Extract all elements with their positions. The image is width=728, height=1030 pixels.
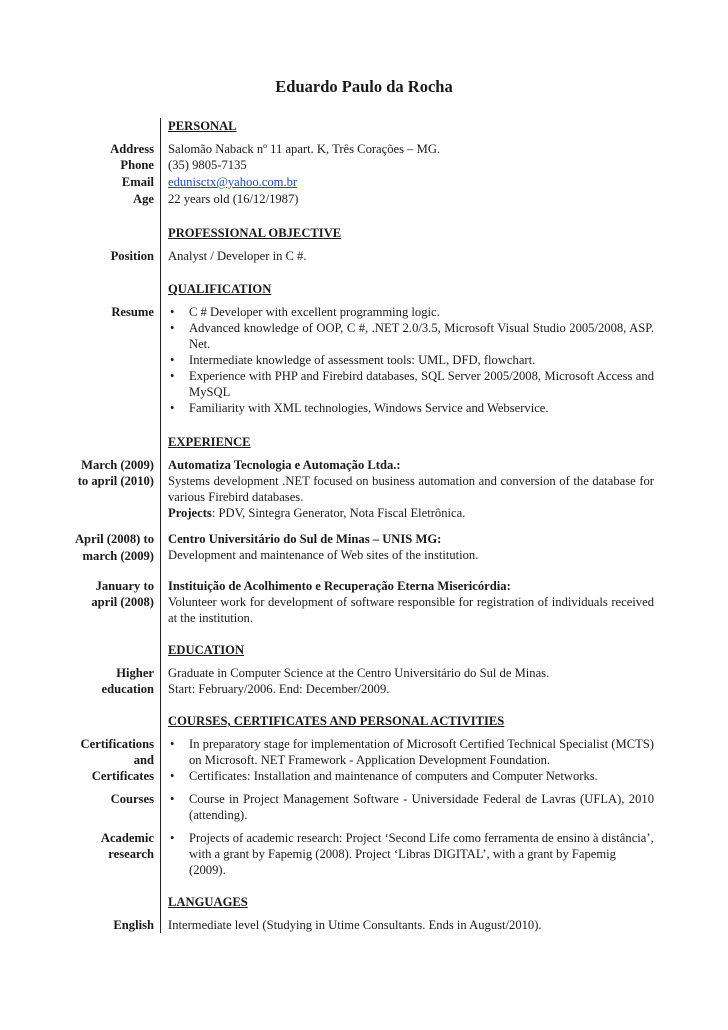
job-entry [168, 531, 654, 563]
job-description: Development and maintenance of Web sites of the institution. [168, 548, 479, 562]
age-label: Age [133, 192, 154, 206]
column-divider [160, 118, 161, 933]
job-period: March (2009) [81, 458, 154, 472]
list-item: • Advanced knowledge of OOP, C #, .NET 2.0/3.5, Microsoft Visual Studio 2005/2008, ASP. Net. [168, 320, 654, 352]
research-label: Academic [100, 831, 154, 845]
job-projects: Projects: PDV, Sintegra Generator, Nota Fiscal Eletrônica. [168, 506, 466, 520]
qualification-heading: QUALIFICATION [168, 282, 272, 296]
english-label: English [113, 918, 154, 932]
position-value: Analyst / Developer in C #. [168, 249, 307, 263]
phone-label: Phone [120, 158, 154, 172]
certifications-list [168, 736, 654, 784]
list-item: • Familiarity with XML technologies, Windows Service and Webservice. [168, 400, 654, 416]
objective-heading: PROFESSIONAL OBJECTIVE [168, 226, 342, 240]
job-entry [168, 457, 654, 521]
personal-heading: PERSONAL [168, 119, 237, 133]
qualification-list [168, 304, 654, 416]
job-company: Centro Universitário do Sul de Minas – UNIS MG: [168, 532, 442, 546]
english-value: Intermediate level (Studying in Utime Consultants. Ends in August/2010). [168, 918, 542, 932]
research-list [168, 830, 654, 878]
email-label: Email [121, 175, 154, 189]
list-item: • Course in Project Management Software - Universidade Federal de Lavras (UFLA), 2010 (attending). [168, 791, 654, 823]
list-item: • Projects of academic research: Project ‘Second Life como ferramenta de ensino à distância’, with a grant by Fapemig (2008). Project ‘Libras DIGITAL’, with a grant by Fapemig (2009). [168, 830, 654, 878]
courses-heading: COURSES, CERTIFICATES AND PERSONAL ACTIVITIES [168, 714, 505, 728]
list-item: • In preparatory stage for implementation of Microsoft Certified Technical Specialist (MCTS) on Microsoft. NET Framework - Application Development Foundation. [168, 736, 654, 768]
job-period: April (2008) to [74, 532, 154, 546]
list-item: • C # Developer with excellent programming logic. [168, 304, 654, 320]
education-label: education [101, 682, 154, 696]
certifications-label: Certifications [80, 737, 154, 751]
job-company: Automatiza Tecnologia e Automação Ltda.: [168, 458, 401, 472]
education-line: Graduate in Computer Science at the Centro Universitário do Sul de Minas. [168, 666, 550, 680]
address-label: Address [110, 142, 154, 156]
languages-heading: LANGUAGES [168, 895, 248, 909]
position-label: Position [110, 249, 154, 263]
certifications-label: and [133, 753, 154, 767]
certifications-label: Certificates [91, 769, 154, 783]
resume-label: Resume [111, 305, 154, 319]
research-label: research [108, 847, 154, 861]
age-value: 22 years old (16/12/1987) [168, 192, 299, 206]
list-item: • Intermediate knowledge of assessment tools: UML, DFD, flowchart. [168, 352, 654, 368]
job-period: to april (2010) [77, 474, 154, 488]
job-description: Volunteer work for development of software responsible for registration of individuals received at the institution. [168, 595, 654, 625]
education-label: Higher [116, 666, 154, 680]
list-item: • Certificates: Installation and maintenance of computers and Computer Networks. [168, 768, 654, 784]
list-item: • Experience with PHP and Firebird databases, SQL Server 2005/2008, Microsoft Access and MySQL [168, 368, 654, 400]
courses-list [168, 791, 654, 823]
phone-value: (35) 9805-7135 [168, 158, 247, 172]
education-heading: EDUCATION [168, 643, 245, 657]
job-period: march (2009) [82, 549, 154, 563]
job-entry [168, 578, 654, 626]
experience-heading: EXPERIENCE [168, 435, 251, 449]
job-description: Systems development .NET focused on business automation and conversion of the database for various Firebird databases. [168, 474, 654, 504]
job-period: January to [95, 579, 154, 593]
courses-label: Courses [110, 792, 154, 806]
education-line: Start: February/2006. End: December/2009. [168, 682, 390, 696]
resume-name: Eduardo Paulo da Rocha [275, 77, 453, 96]
job-company: Instituição de Acolhimento e Recuperação Eterna Misericórdia: [168, 579, 511, 593]
job-period: april (2008) [91, 595, 154, 609]
email-link[interactable]: edunisctx@yahoo.com.br [168, 175, 298, 189]
address-value: Salomão Naback nº 11 apart. K, Três Corações – MG. [168, 142, 441, 156]
